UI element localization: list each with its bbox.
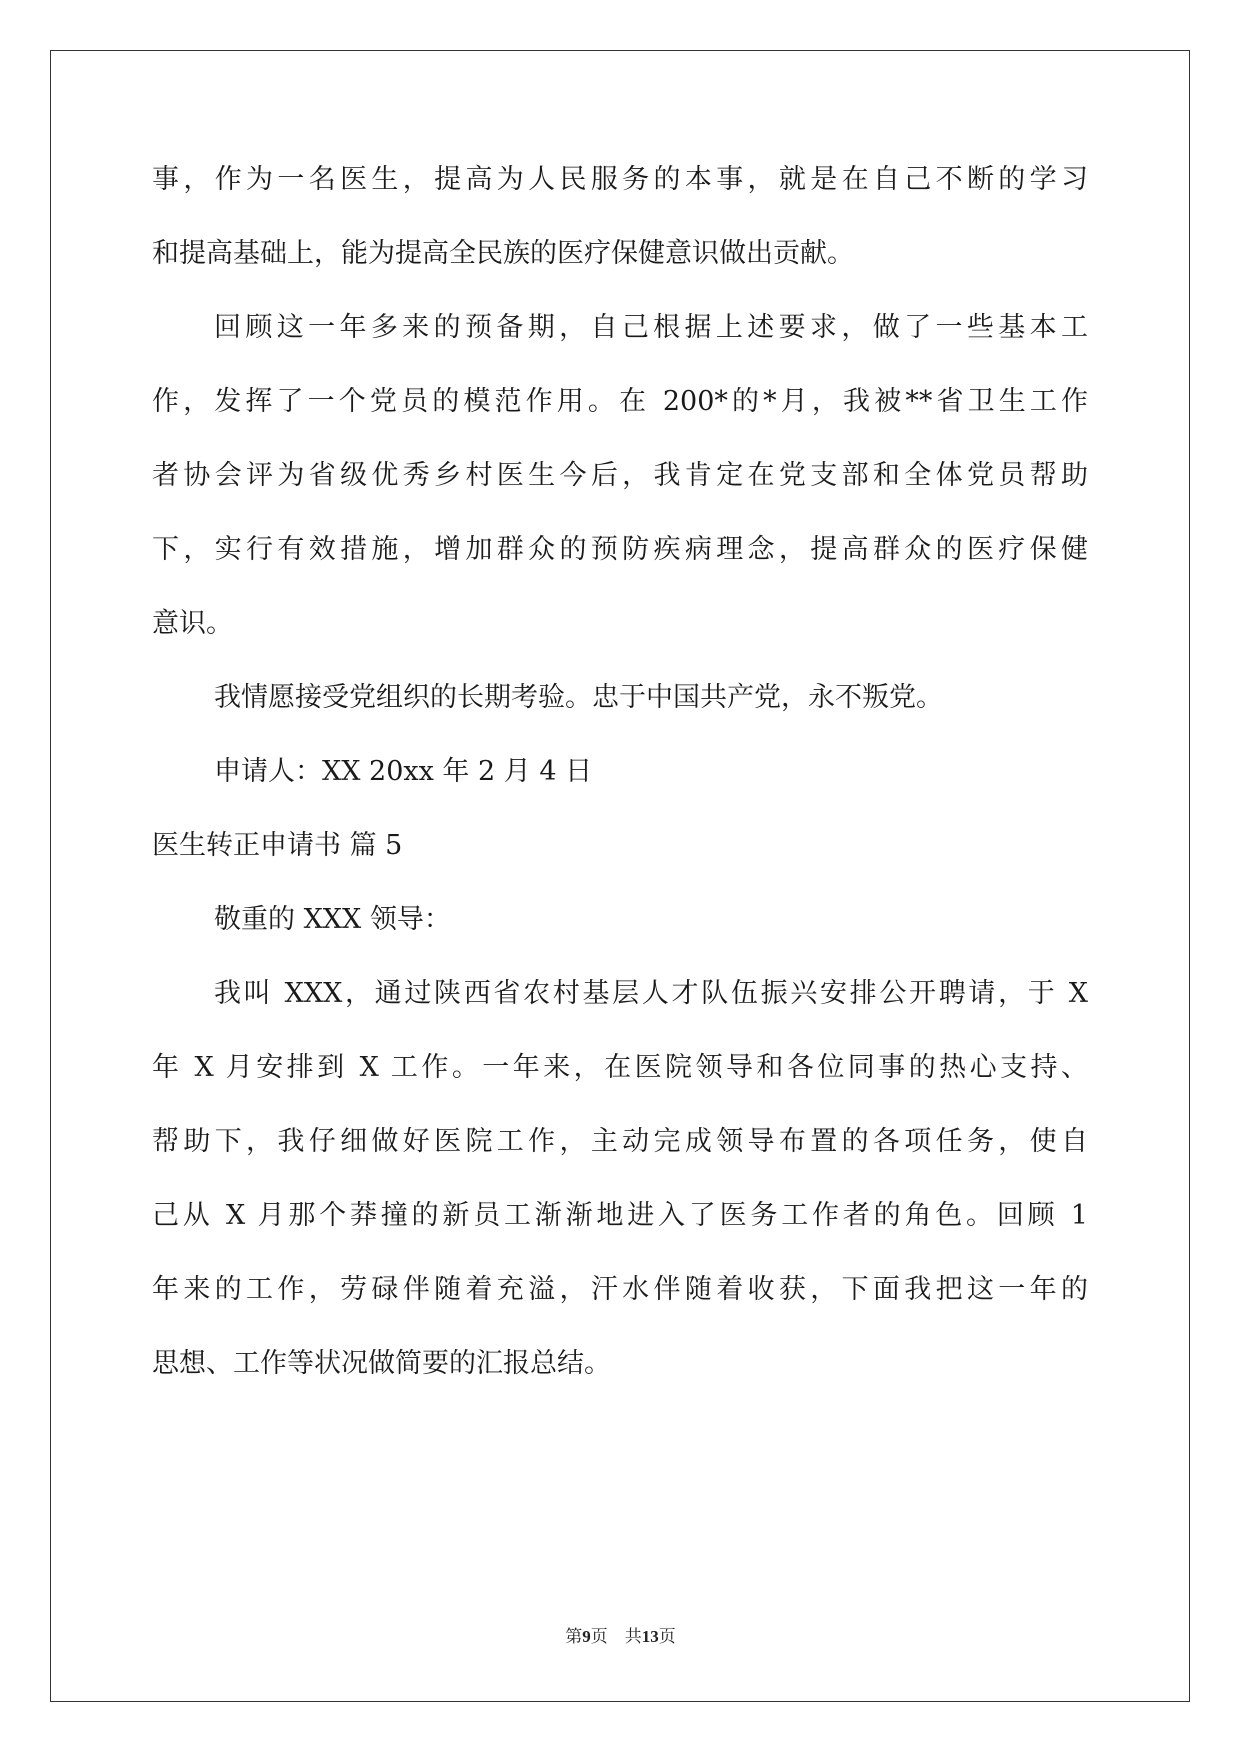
- page-number: 9: [582, 1627, 591, 1646]
- footer-prefix: 第: [565, 1627, 583, 1647]
- footer-suffix: 页: [658, 1627, 676, 1647]
- paragraph-line: 帮助下，我仔细做好医院工作，主动完成领导布置的各项任务，使自: [152, 1126, 1088, 1157]
- page-footer: [0, 1625, 1241, 1649]
- paragraph-line: 者协会评为省级优秀乡村医生今后，我肯定在党支部和全体党员帮助: [152, 460, 1088, 491]
- paragraph-line: 和提高基础上，能为提高全民族的医疗保健意识做出贡献。: [152, 238, 854, 269]
- page-border: [50, 50, 1190, 1702]
- salutation: 敬重的 XXX 领导：: [214, 904, 451, 935]
- section-heading: 医生转正申请书 篇 5: [152, 830, 403, 861]
- paragraph-line: 我情愿接受党组织的长期考验。忠于中国共产党，永不叛党。: [214, 682, 943, 713]
- paragraph-line: 年 X 月安排到 X 工作。一年来，在医院领导和各位同事的热心支持、: [152, 1052, 1088, 1083]
- paragraph-line: 年来的工作，劳碌伴随着充溢，汗水伴随着收获，下面我把这一年的: [152, 1274, 1088, 1305]
- paragraph-line: 我叫 XXX，通过陕西省农村基层人才队伍振兴安排公开聘请，于 X: [214, 978, 1088, 1009]
- footer-mid: 页 共: [590, 1627, 642, 1647]
- paragraph-line: 作，发挥了一个党员的模范作用。在 200*的*月，我被**省卫生工作: [152, 386, 1088, 417]
- paragraph-line: 己从 X 月那个莽撞的新员工渐渐地进入了医务工作者的角色。回顾 1: [152, 1200, 1088, 1231]
- total-pages: 13: [641, 1627, 659, 1646]
- paragraph-line: 回顾这一年多来的预备期，自己根据上述要求，做了一些基本工: [214, 312, 1088, 343]
- paragraph-line: 事，作为一名医生，提高为人民服务的本事，就是在自己不断的学习: [152, 164, 1088, 195]
- signature-line: 申请人：XX 20xx 年 2 月 4 日: [214, 756, 593, 787]
- paragraph-line: 意识。: [152, 608, 233, 639]
- paragraph-line: 思想、工作等状况做简要的汇报总结。: [152, 1348, 611, 1379]
- paragraph-line: 下，实行有效措施，增加群众的预防疾病理念，提高群众的医疗保健: [152, 534, 1088, 565]
